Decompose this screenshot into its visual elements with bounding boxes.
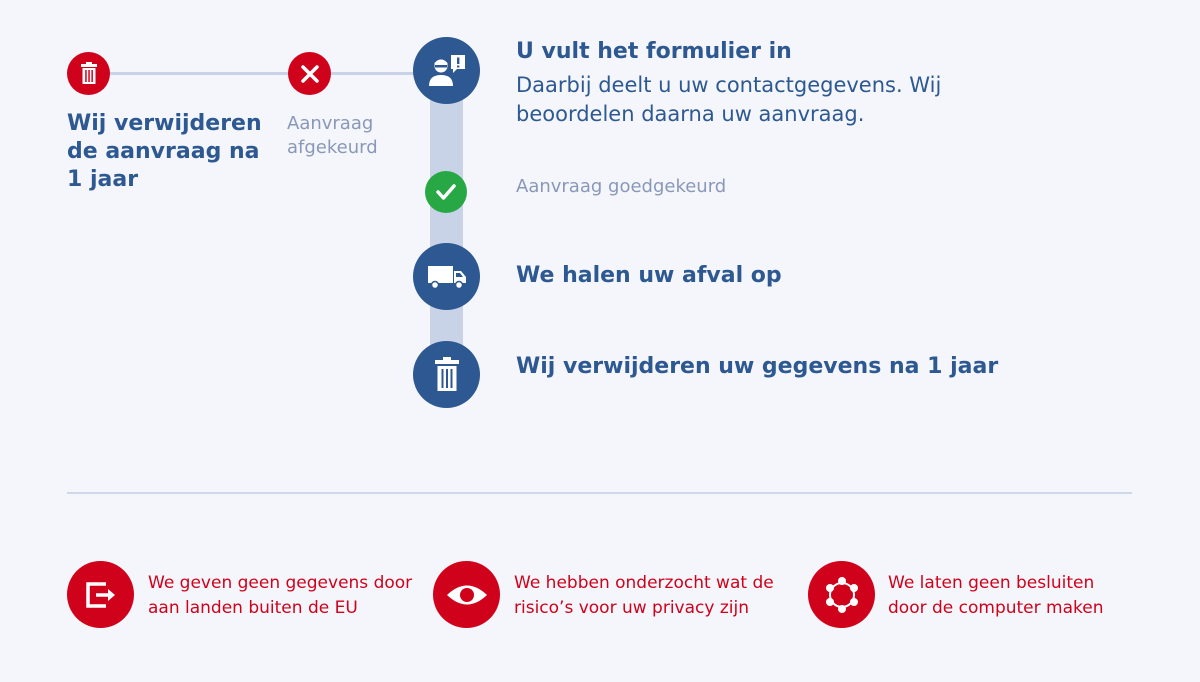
form-step-description: Daarbij deelt u uw contactgegevens. Wij beoordelen daarna uw aanvraag. — [516, 73, 942, 126]
pickup-step-title: We halen uw afval op — [516, 263, 782, 288]
delete-data-step-title: Wij verwijderen uw gegevens na 1 jaar — [516, 354, 999, 379]
truck-icon — [413, 243, 480, 310]
delete-request-title: Wij verwijderen de aanvraag na 1 jaar — [67, 111, 262, 192]
approved-check-icon — [425, 171, 467, 213]
form-step-title: U vult het formulier in — [516, 39, 792, 64]
footer-text-automated: We laten geen besluiten door de computer maken — [888, 573, 1104, 618]
footer-text-eu: We geven geen gegevens door aan landen buiten de EU — [148, 573, 413, 618]
footer-text-privacy: We hebben onderzocht wat de risico’s voor uw privacy zijn — [514, 573, 774, 618]
connector-left — [88, 72, 448, 75]
connector-vertical — [430, 70, 463, 375]
person-message-icon — [413, 37, 480, 104]
network-icon — [808, 561, 875, 628]
rejected-icon — [288, 52, 331, 95]
rejected-label: Aanvraag afgekeurd — [287, 113, 378, 158]
delete-request-icon — [67, 52, 110, 95]
trash-icon — [413, 341, 480, 408]
approved-label: Aanvraag goedgekeurd — [516, 176, 727, 197]
eye-icon — [433, 561, 500, 628]
export-icon — [67, 561, 134, 628]
section-divider — [67, 492, 1132, 494]
